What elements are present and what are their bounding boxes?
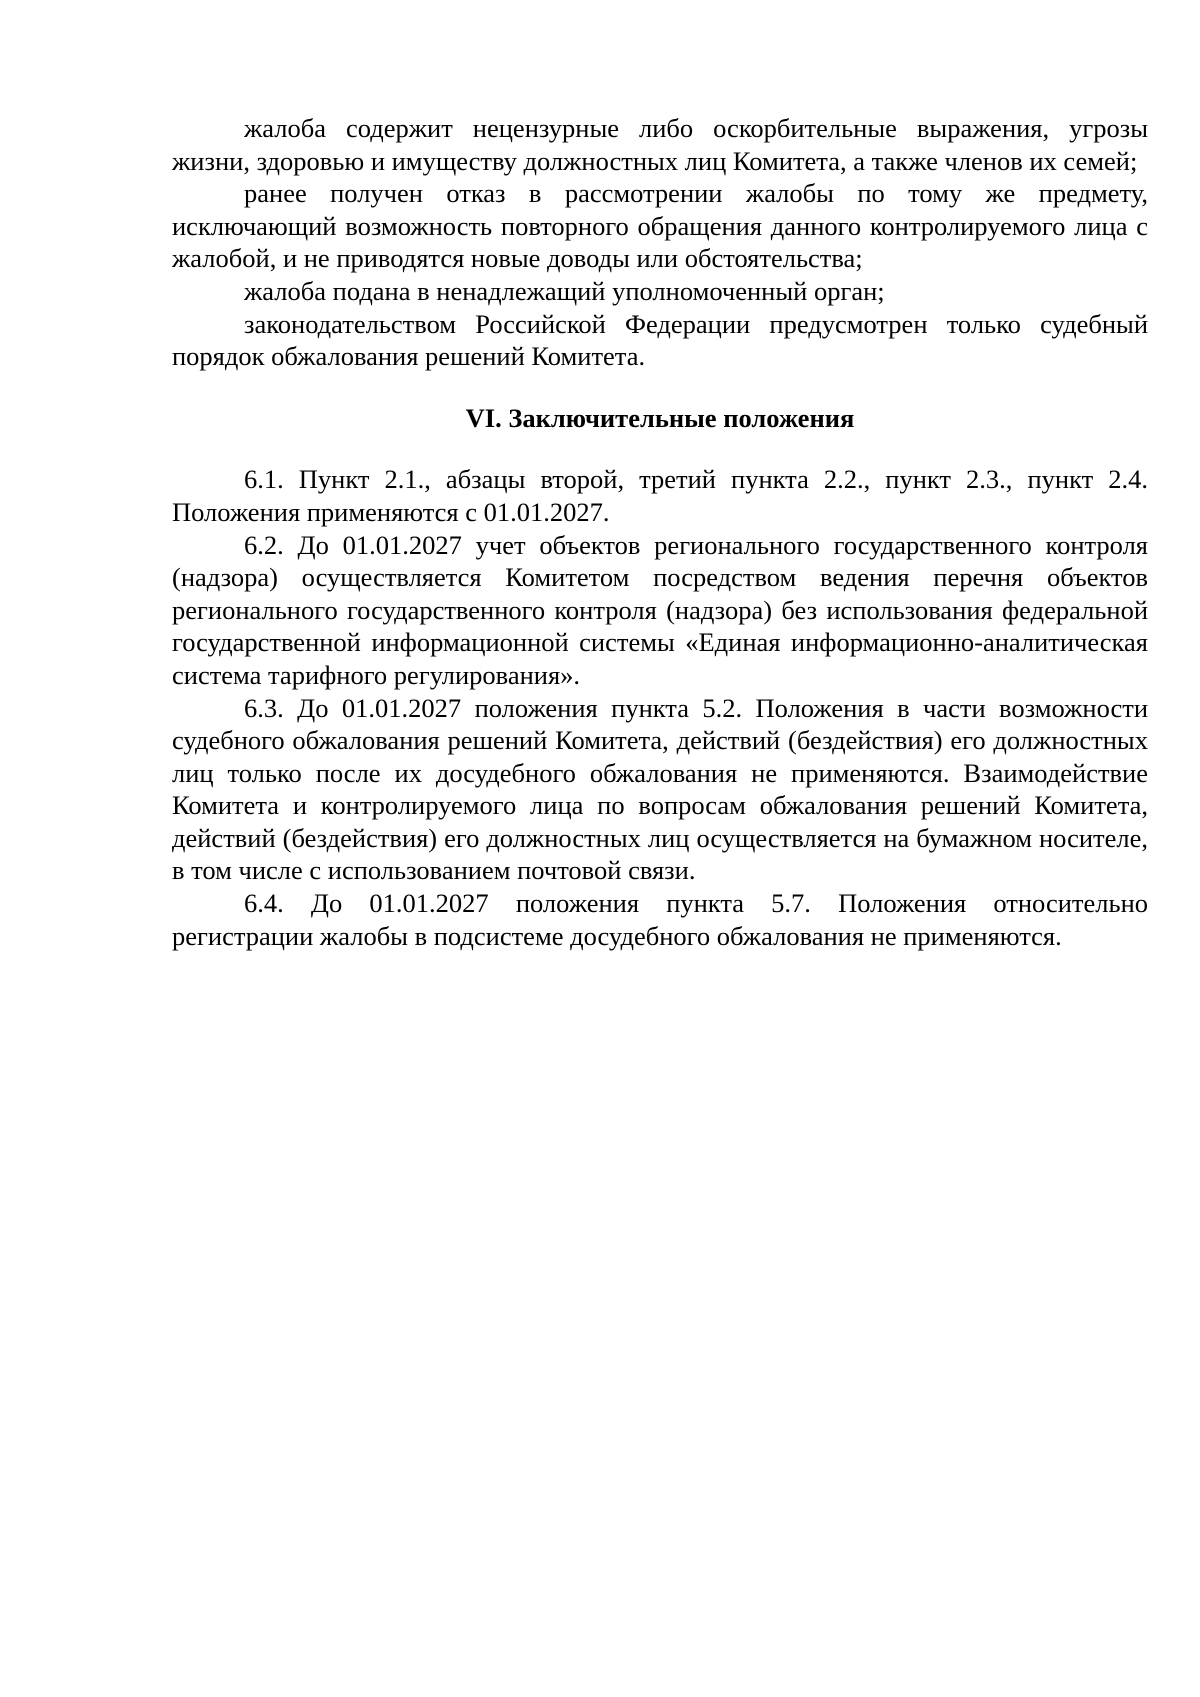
- paragraph-court-only: законодательством Российской Федерации предусмотрен только судебный порядок обжалования решений Комитета.: [172, 308, 1148, 372]
- paragraph-6-4: 6.4. До 01.01.2027 положения пункта 5.7. Положения относительно регистрации жалобы в подсистеме досудебного обжалования не применяются.: [172, 888, 1148, 951]
- paragraph-6-2: 6.2. До 01.01.2027 учет объектов регионального государственного контроля (надзора) осуществляется Комитетом посредством ведения перечня объектов регионального государственного контроля (надзора) без использования федеральной государственной информационной системы «Единая информационно-аналитическая система тарифного регулирования».: [172, 529, 1148, 690]
- paragraph-6-1: 6.1. Пункт 2.1., абзацы второй, третий пункта 2.2., пункт 2.3., пункт 2.4. Положения применяются с 01.01.2027.: [172, 464, 1148, 527]
- paragraph-complaint-wrong-authority: жалоба подана в ненадлежащий уполномоченный орган;: [244, 275, 885, 306]
- paragraph-6-3: 6.3. До 01.01.2027 положения пункта 5.2. Положения в части возможности судебного обжалования решений Комитета, действий (бездействия) его должностных лиц только после их досудебного обжалования не применяются. Взаимодействие Комитета и контролируемого лица по вопросам обжалования решений Комитета, действий (бездействия) его должностных лиц осуществляется на бумажном носителе, в том числе с использованием почтовой связи.: [172, 692, 1148, 886]
- document-body: [172, 112, 1148, 952]
- paragraph-complaint-refused: ранее получен отказ в рассмотрении жалобы по тому же предмету, исключающий возможность повторного обращения данного контролируемого лица с жалобой, и не приводятся новые доводы или обстоятельства;: [172, 178, 1148, 274]
- section-heading: VI. Заключительные положения: [465, 402, 855, 433]
- paragraph-complaint-obscene: жалоба содержит нецензурные либо оскорбительные выражения, угрозы жизни, здоровью и имуществу должностных лиц Комитета, а также членов их семей;: [172, 113, 1148, 176]
